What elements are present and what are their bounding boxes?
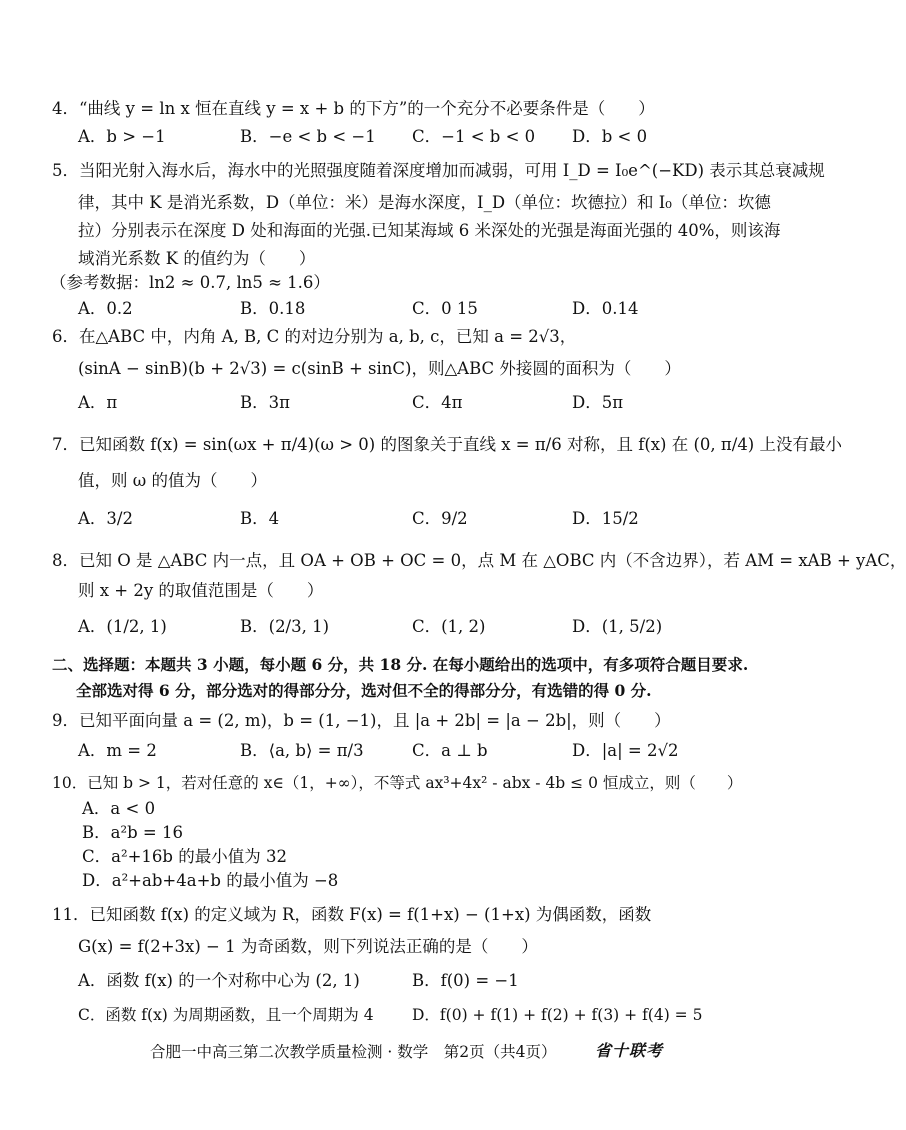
q10-option-a: A．a < 0 — [82, 799, 156, 818]
q8-line2: 则 x + 2y 的取值范围是（ ） — [78, 581, 324, 600]
q9-option-b: B．⟨a, b⟩ = π/3 — [240, 741, 364, 760]
q9-option-a: A．m = 2 — [78, 741, 157, 760]
page-footer: 合肥一中高三第二次教学质量检测 · 数学 第2页（共4页） — [150, 1043, 557, 1061]
q8-option-c: C．(1, 2) — [412, 617, 486, 636]
section2-title-line2: 全部选对得 6 分，部分选对的得部分分，选对但不全的得部分分，有选错的得 0 分. — [76, 681, 652, 700]
q11-line1: 11．已知函数 f(x) 的定义域为 R，函数 F(x) = f(1+x) − (1+x) 为偶函数，函数 — [52, 905, 652, 924]
q5-reference-data: （参考数据：ln2 ≈ 0.7, ln5 ≈ 1.6） — [50, 273, 330, 292]
q5-line4: 域消光系数 K 的值约为（ ） — [78, 249, 316, 268]
q6-option-d: D．5π — [572, 393, 624, 412]
q9-option-c: C．a ⊥ b — [412, 741, 488, 760]
q7-line1: 7．已知函数 f(x) = sin(ωx + π/4)(ω > 0) 的图象关于直线 x = π/6 对称，且 f(x) 在 (0, π/4) 上没有最小 — [52, 435, 842, 454]
q7-option-a: A．3/2 — [78, 509, 133, 528]
q6-line1: 6．在△ABC 中，内角 A, B, C 的对边分别为 a, b, c，已知 a = 2√3， — [52, 327, 577, 346]
q4-option-c: C．−1 < b < 0 — [412, 127, 536, 146]
q5-line1: 5．当阳光射入海水后，海水中的光照强度随着深度增加而减弱，可用 I_D = I₀e^(−KD) 表示其总衰减规 — [52, 161, 825, 180]
q7-option-c: C．9/2 — [412, 509, 468, 528]
q4-option-d: D．b < 0 — [572, 127, 648, 146]
q10-stem: 10．已知 b > 1，若对任意的 x∈（1，+∞），不等式 ax³+4x² - abx - 4b ≤ 0 恒成立，则（ ） — [52, 774, 743, 792]
q10-option-d: D．a²+ab+4a+b 的最小值为 −8 — [82, 871, 339, 890]
q4-stem: 4．“曲线 y = ln x 恒在直线 y = x + b 的下方”的一个充分不必要条件是（ ） — [52, 99, 655, 118]
q5-option-c: C．0 15 — [412, 299, 478, 318]
q10-option-c: C．a²+16b 的最小值为 32 — [82, 847, 287, 866]
q8-option-b: B．(2/3, 1) — [240, 617, 330, 636]
q11-option-a: A．函数 f(x) 的一个对称中心为 (2, 1) — [78, 971, 360, 990]
q11-option-b: B．f(0) = −1 — [412, 971, 519, 990]
q7-option-d: D．15/2 — [572, 509, 639, 528]
q6-option-c: C．4π — [412, 393, 463, 412]
footer-stamp: 省十联考 — [595, 1041, 664, 1060]
q9-stem: 9．已知平面向量 a = (2, m)，b = (1, −1)，且 |a + 2b| = |a − 2b|，则（ ） — [52, 711, 671, 730]
q5-option-a: A．0.2 — [78, 299, 133, 318]
q10-option-b: B．a²b = 16 — [82, 823, 183, 842]
q8-line1: 8．已知 O 是 △ABC 内一点，且 OA + OB + OC = 0，点 M 在 △OBC 内（不含边界），若 AM = xAB + yAC， — [52, 551, 906, 570]
q7-line2: 值，则 ω 的值为（ ） — [78, 471, 267, 490]
q4-option-b: B．−e < b < −1 — [240, 127, 376, 146]
q4-option-a: A．b > −1 — [78, 127, 166, 146]
q8-option-d: D．(1, 5/2) — [572, 617, 663, 636]
q5-line2: 律，其中 K 是消光系数，D（单位：米）是海水深度，I_D（单位：坎德拉）和 I₀（单位：坎德 — [78, 193, 771, 212]
q11-option-c: C．函数 f(x) 为周期函数，且一个周期为 4 — [78, 1006, 374, 1024]
q6-option-a: A．π — [78, 393, 118, 412]
q6-line2: (sinA − sinB)(b + 2√3) = c(sinB + sinC)，则△ABC 外接圆的面积为（ ） — [78, 359, 681, 378]
q5-option-b: B．0.18 — [240, 299, 306, 318]
q5-option-d: D．0.14 — [572, 299, 639, 318]
section2-title-line1: 二、选择题：本题共 3 小题，每小题 6 分，共 18 分. 在每小题给出的选项中，有多项符合题目要求. — [52, 655, 749, 674]
q5-line3: 拉）分别表示在深度 D 处和海面的光强.已知某海域 6 米深处的光强是海面光强的 40%，则该海 — [78, 221, 781, 240]
q9-option-d: D．|a| = 2√2 — [572, 741, 679, 760]
q11-option-d: D．f(0) + f(1) + f(2) + f(3) + f(4) = 5 — [412, 1006, 703, 1024]
q8-option-a: A．(1/2, 1) — [78, 617, 167, 636]
q11-line2: G(x) = f(2+3x) − 1 为奇函数，则下列说法正确的是（ ） — [78, 937, 538, 956]
q6-option-b: B．3π — [240, 393, 290, 412]
q7-option-b: B．4 — [240, 509, 280, 528]
